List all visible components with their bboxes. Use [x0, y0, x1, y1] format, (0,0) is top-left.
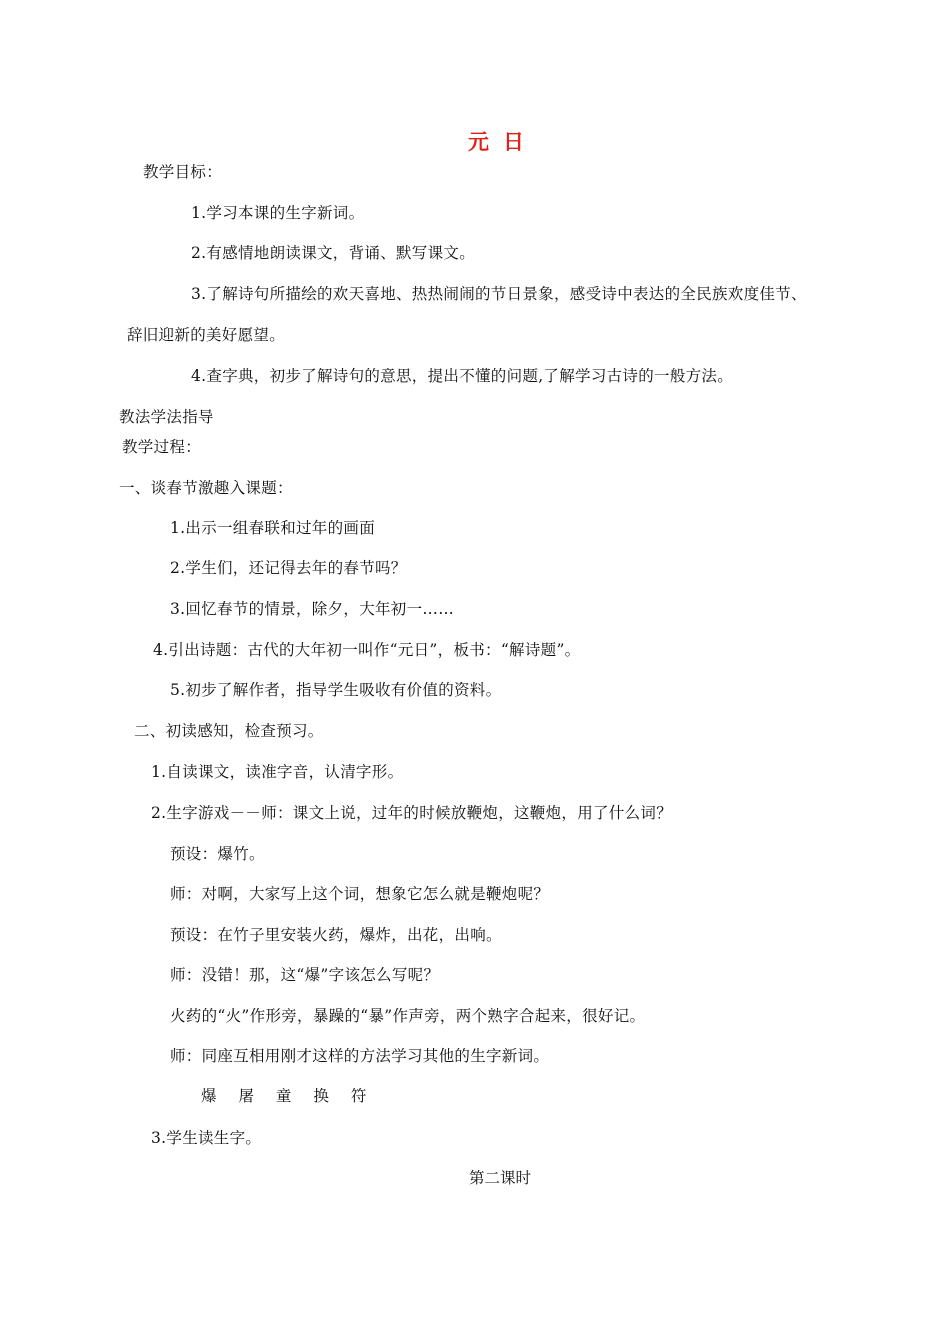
section-1-item-3: 3.回忆春节的情景，除夕，大年初一……	[170, 600, 454, 618]
section-2-item-2: 2.生字游戏－－师：课文上说，过年的时候放鞭炮，这鞭炮，用了什么词？	[151, 804, 672, 822]
section-1-item-2: 2.学生们，还记得去年的春节吗？	[170, 559, 407, 577]
teacher-line-1: 师：对啊，大家写上这个词，想象它怎么就是鞭炮呢？	[170, 885, 550, 903]
goal-item-1: 1.学习本课的生字新词。	[191, 204, 365, 222]
process-heading: 教学过程：	[122, 438, 202, 456]
section-1-item-5: 5.初步了解作者，指导学生吸收有价值的资料。	[170, 681, 502, 699]
goal-item-3-continued: 辞旧迎新的美好愿望。	[127, 326, 286, 344]
teacher-line-3: 师：同座互相用刚才这样的方法学习其他的生字新词。	[170, 1047, 550, 1065]
section-heading-2: 二、初读感知，检查预习。	[134, 722, 324, 740]
goal-item-3: 3.了解诗句所描绘的欢天喜地、热热闹闹的节日景象，感受诗中表达的全民族欢度佳节、	[191, 285, 807, 303]
section-2-item-3: 3.学生读生字。	[151, 1129, 262, 1147]
new-characters-row	[201, 1086, 383, 1106]
new-character: 爆	[201, 1087, 217, 1105]
new-character: 屠	[238, 1087, 254, 1105]
goal-item-2: 2.有感情地朗读课文，背诵、默写课文。	[191, 244, 475, 262]
second-lesson-heading: 第二课时	[468, 1169, 531, 1187]
teacher-line-2: 师：没错！那，这“爆”字该怎么写呢？	[170, 966, 440, 984]
section-2-item-1: 1.自读课文，读准字音，认清字形。	[151, 763, 404, 781]
document-title: 元日	[468, 129, 538, 154]
section-1-item-1: 1.出示一组春联和过年的画面	[170, 519, 375, 537]
preset-answer-1: 预设：爆竹。	[170, 845, 265, 863]
method-heading: 教法学法指导	[119, 408, 214, 426]
goal-item-4: 4.查字典，初步了解诗句的意思，提出不懂的问题,了解学习古诗的一般方法。	[191, 367, 734, 385]
section-heading-1: 一、谈春节激趣入课题：	[119, 479, 293, 497]
explanation-line: 火药的“火”作形旁，暴躁的“暴”作声旁，两个熟字合起来，很好记。	[170, 1007, 646, 1025]
new-character: 符	[350, 1087, 367, 1105]
new-character: 童	[275, 1087, 292, 1105]
preset-answer-2: 预设：在竹子里安装火药，爆炸，出花，出响。	[170, 926, 502, 944]
new-character: 换	[313, 1087, 329, 1105]
section-1-item-4: 4.引出诗题：古代的大年初一叫作“元日”，板书：“解诗题”。	[153, 641, 581, 659]
goals-heading: 教学目标：	[143, 163, 223, 181]
